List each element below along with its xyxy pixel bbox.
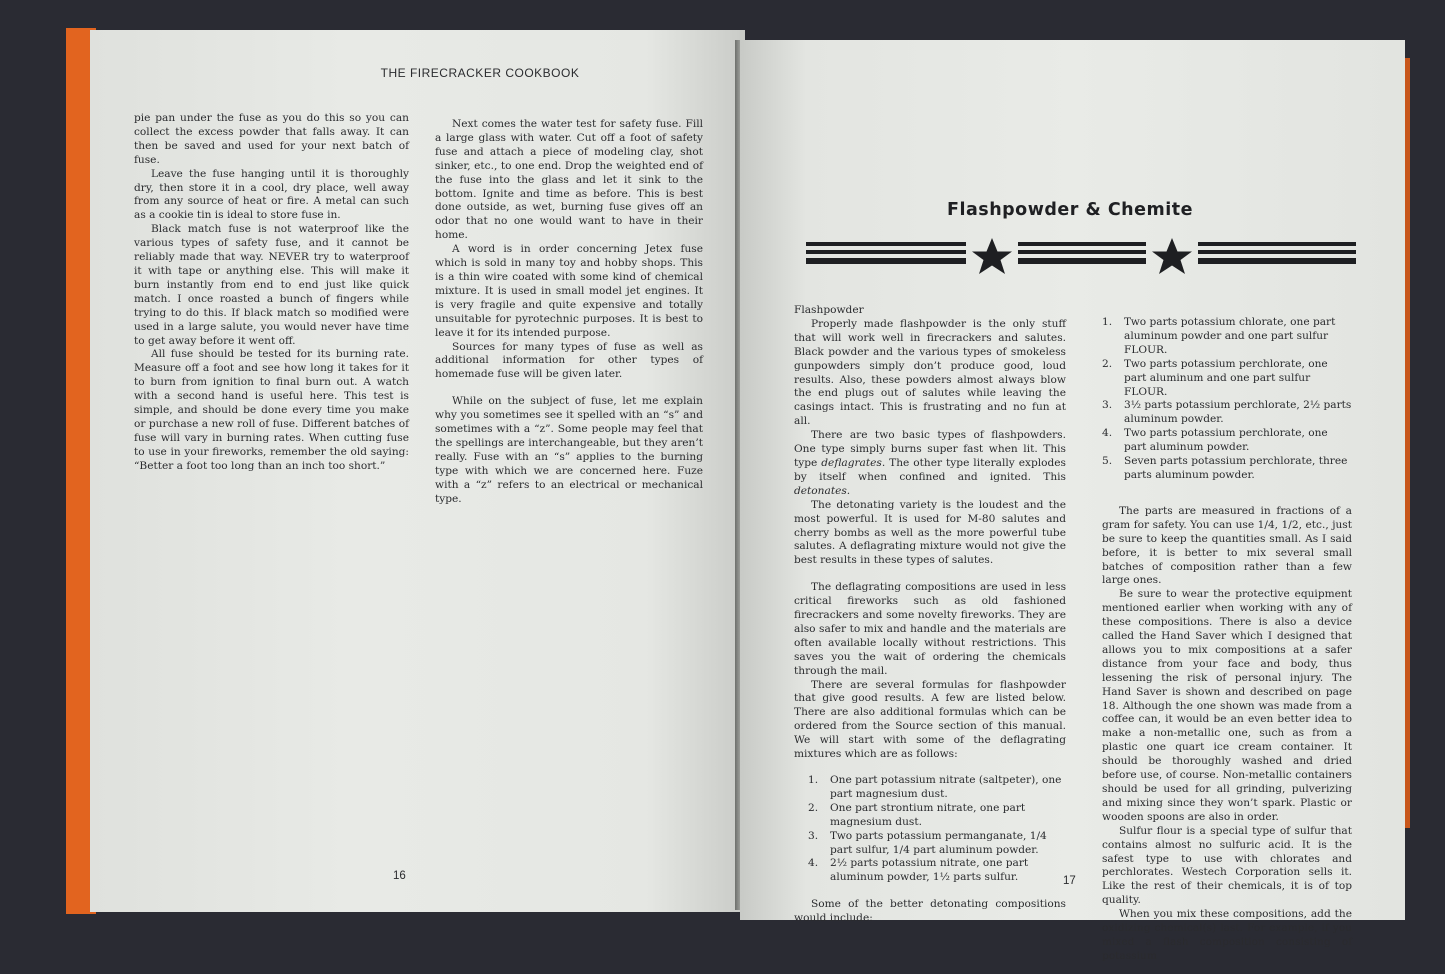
paragraph: The deflagrating compositions are used in less critical fireworks such as old fashioned firecrackers and some novelty fireworks. They are also safer to mix and handle and the materials are often available locally without restrictions. This saves you the wait of ordering the chemicals through the mail. <box>794 581 1066 677</box>
page-number: 16 <box>393 870 406 882</box>
star-icon <box>1152 238 1192 274</box>
list-item: 1. One part potassium nitrate (saltpeter), one part magnesium dust. <box>808 774 1062 800</box>
deflagrating-formula-list <box>808 774 1066 885</box>
list-item: 4. 2½ parts potassium nitrate, one part aluminum powder, 1½ parts sulfur. <box>808 857 1029 884</box>
star-icon <box>972 238 1012 274</box>
paragraph: Sources for many types of fuse as well as additional information for other types of homemade fuse will be given later. <box>435 340 703 381</box>
list-item: 3. Two parts potassium permanganate, 1/4 part sulfur, 1/4 part aluminum powder. <box>808 829 1047 856</box>
paragraph: All fuse should be tested for its burning rate. Measure off a foot and see how long it takes for it to burn from ignition to final burn out. A watch with a second hand is useful here. This test is simple, and should be done every time you make or purchase a new roll of fuse. Different batches of fuse will vary in burning rates. When cutting fuse to use in your fireworks, remember the old saying: “Better a foot too long than an inch too short.” <box>134 348 409 472</box>
list-item: 1. Two parts potassium chlorate, one part aluminum powder and one part sulfur FLOUR. <box>1102 316 1336 356</box>
running-head: THE FIRECRACKER COOKBOOK <box>380 66 580 80</box>
paragraph: Sulfur flour is a special type of sulfur that contains almost no sulfuric acid. It is the safest type to use with chlorates and perchlorates. Westech Corporation sells it. Like the rest of their chemicals, it is of top quality. <box>1102 824 1352 907</box>
chapter-title: Flashpowder & Chemite <box>947 200 1193 220</box>
right-page <box>740 40 1405 962</box>
right-page-column-1 <box>794 304 1066 926</box>
section-heading: Flashpowder <box>794 304 864 316</box>
paragraph: Black match fuse is not waterproof like the various types of safety fuse, and it cannot be reliably made that way. NEVER try to waterproof it with tape or anything else. This will make it burn instantly from end to end just like quick match. I once roasted a bunch of fingers while trying to do this. If black match so modified were used in a large salute, you would never have time to get away before it went off. <box>134 223 409 347</box>
paragraph: The parts are measured in fractions of a gram for safety. You can use 1/4, 1/2, etc., just be sure to keep the quantities small. As I said before, it is better to mix several small batches of composition rather than a few large ones. <box>1102 504 1352 587</box>
paragraph: Some of the better detonating compositions would include: <box>794 898 1066 925</box>
paragraph: There are several formulas for flashpowder that give good results. A few are listed below. There are also additional formulas which can be ordered from the Source section of this manual. We will start with some of the deflagrating mixtures which are as follows: <box>794 678 1066 761</box>
paragraph: The detonating variety is the loudest and the most powerful. It is used for M-80 salutes and cherry bombs as well as the more powerful tube salutes. A deflagrating mixture would not give the best results in these types of salutes. <box>794 498 1066 567</box>
paragraph: When you mix these compositions, add the oxidizing chemical(s) last. For example, if you mixed a flash composition consisting of potassium <box>1102 908 1352 962</box>
paragraph: There are two basic types of flashpowders. One type simply burns super fast when lit. This type deflagrates. The other type literally explodes by itself when confined and ignited. This detonates. <box>794 429 1066 497</box>
paragraph: While on the subject of fuse, let me explain why you sometimes see it spelled with an “s” and sometimes with a “z”. Some people may feel that the spellings are interchangeable, but they aren’t really. Fuse with an “s” applies to the burning type with which we are concerned here. Fuze with a “z” refers to an electrical or mechanical type. <box>435 395 703 505</box>
list-item: 3. 3½ parts potassium perchlorate, 2½ parts aluminum powder. <box>1102 399 1352 426</box>
left-page-column-1 <box>134 112 409 474</box>
paragraph: Properly made flashpowder is the only stuff that will work well in firecrackers and salutes. Black powder and the various types of smokeless gunpowders simply don’t produce good, loud results. Also, these powders almost always blow the end plugs out of salutes while leaving the casings intact. This is frustrating and no fun at all. <box>794 317 1066 428</box>
stars-rule-ornament <box>806 236 1356 278</box>
list-item: 5. Seven parts potassium perchlorate, three parts aluminum powder. <box>1102 455 1348 481</box>
paragraph: Leave the fuse hanging until it is thoroughly dry, then store it in a cool, dry place, well away from any source of heat or fire. A metal can such as a cookie tin is ideal to store fuse in. <box>134 167 409 222</box>
page-number: 17 <box>1063 875 1076 887</box>
list-item: 2. One part strontium nitrate, one part magnesium dust. <box>808 801 1026 828</box>
list-item: 4. Two parts potassium perchlorate, one part aluminum powder. <box>1102 427 1328 454</box>
paragraph: A word is in order concerning Jetex fuse which is sold in many toy and hobby shops. This is a thin wire coated with some kind of chemical mixture. It is used in small model jet engines. It is very fragile and quite expensive and totally unsuitable for pyrotechnic purposes. It is best to leave it for its intended purpose. <box>435 243 703 339</box>
paragraph: Next comes the water test for safety fuse. Fill a large glass with water. Cut off a foot of safety fuse and attach a piece of modeling clay, shot sinker, etc., to one end. Drop the weighted end of the fuse into the glass and let it sink to the bottom. Ignite and time as before. This is best done outside, as wet, burning fuse gives off an odor that no one would want to have in their home. <box>435 118 703 242</box>
right-page-column-2 <box>1102 316 1352 964</box>
left-page <box>90 30 745 912</box>
list-item: 2. Two parts potassium perchlorate, one part aluminum and one part sulfur FLOUR. <box>1102 357 1328 398</box>
detonating-formula-list <box>1102 316 1352 483</box>
left-page-column-2 <box>435 118 703 506</box>
paragraph: pie pan under the fuse as you do this so you can collect the excess powder that falls away. It can then be saved and used for your next batch of fuse. <box>134 112 409 166</box>
paragraph: Be sure to wear the protective equipment mentioned earlier when working with any of these compositions. There is also a device called the Hand Saver which I designed that allows you to mix compositions at a safer distance from your face and body, thus lessening the risk of personal injury. The Hand Saver is shown and described on page 18. Although the one shown was made from a coffee can, it would be an even better idea to make a non-metallic one, such as from a plastic one quart ice cream container. It should be thoroughly washed and dried before use, of course. Non-metallic containers should be used for all grinding, pulverizing and mixing since they won’t spark. Plastic or wooden spoons are also in order. <box>1102 588 1352 823</box>
